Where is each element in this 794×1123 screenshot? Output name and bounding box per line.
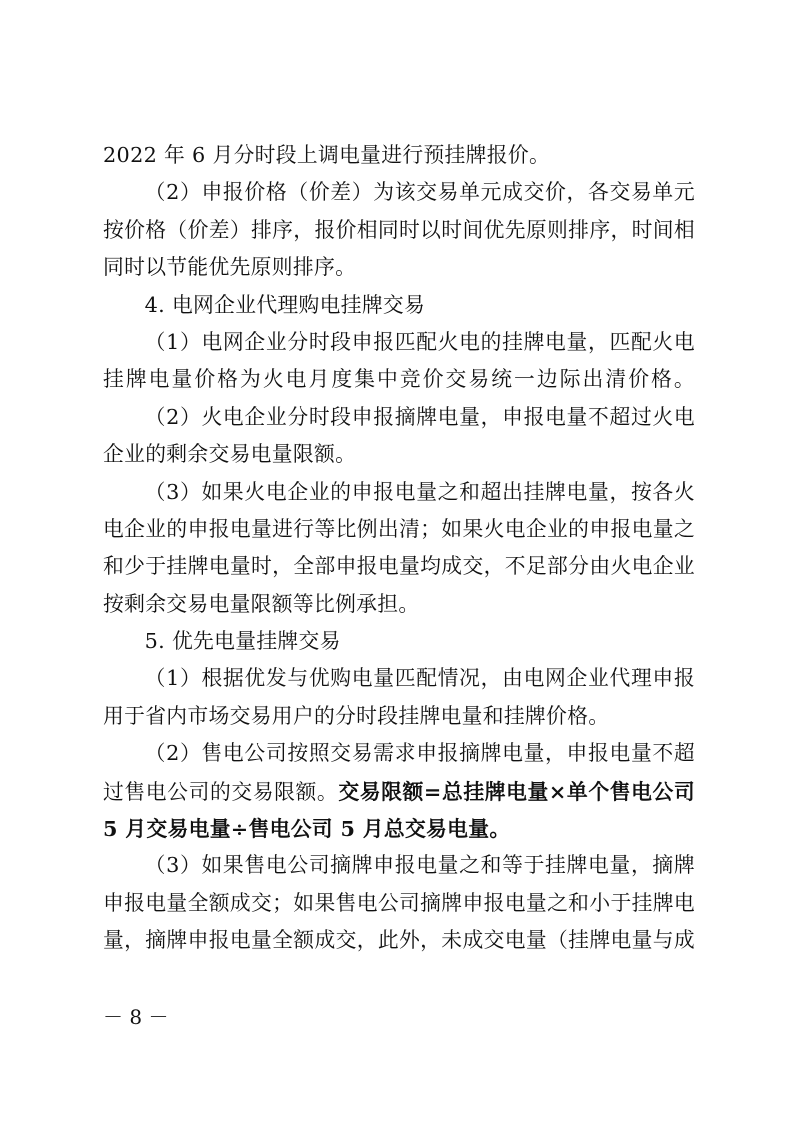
text-line-8: （2）火电企业分时段申报摘牌电量，申报电量不超过火电 xyxy=(144,404,695,429)
text-line-20: （3）如果售电公司摘牌申报电量之和等于挂牌电量，摘牌 xyxy=(144,853,695,878)
text-line-2: （2）申报价格（价差）为该交易单元成交价，各交易单元 xyxy=(144,180,695,205)
text-line-1: 2022 年 6 月分时段上调电量进行预挂牌报价。 xyxy=(103,143,551,167)
document-body xyxy=(103,137,695,960)
page-number: － 8 － xyxy=(103,1005,169,1029)
normal-text-run: 过售电公司的交易限额。 xyxy=(103,779,339,804)
text-line-9: 企业的剩余交易电量限额。 xyxy=(103,442,357,467)
text-line-6: （1）电网企业分时段申报匹配火电的挂牌电量，匹配火电 xyxy=(144,329,695,354)
text-line-10: （3）如果火电企业的申报电量之和超出挂牌电量，按各火 xyxy=(144,479,695,504)
text-line-21: 申报电量全额成交；如果售电公司摘牌申报电量之和小于挂牌电 xyxy=(103,890,695,915)
text-line-18 xyxy=(103,773,695,810)
bold-text-run: 交易限额=总挂牌电量×单个售电公司 xyxy=(338,778,695,804)
section-heading-4: 4. 电网企业代理购电挂牌交易 xyxy=(144,292,426,317)
section-heading-5: 5. 优先电量挂牌交易 xyxy=(144,629,341,654)
text-line-4: 同时以节能优先原则排序。 xyxy=(103,255,357,280)
text-line-16: 用于省内市场交易用户的分时段挂牌电量和挂牌价格。 xyxy=(103,703,610,728)
text-line-7: 挂牌电量价格为火电月度集中竞价交易统一边际出清价格。 xyxy=(103,367,695,392)
text-line-12: 和少于挂牌电量时，全部申报电量均成交，不足部分由火电企业 xyxy=(103,554,695,579)
text-line-15: （1）根据优发与优购电量匹配情况，由电网企业代理申报 xyxy=(144,666,695,691)
text-line-13: 按剩余交易电量限额等比例承担。 xyxy=(103,591,420,616)
text-line-11: 电企业的申报电量进行等比例出清；如果火电企业的申报电量之 xyxy=(103,516,695,541)
text-line-19-bold: 5 月交易电量÷售电公司 5 月总交易电量。 xyxy=(103,816,511,842)
text-line-17: （2）售电公司按照交易需求申报摘牌电量，申报电量不超 xyxy=(144,741,695,766)
text-line-3: 按价格（价差）排序，报价相同时以时间优先原则排序，时间相 xyxy=(103,217,695,242)
text-line-22: 量，摘牌申报电量全额成交，此外，未成交电量（挂牌电量与成 xyxy=(103,928,695,953)
